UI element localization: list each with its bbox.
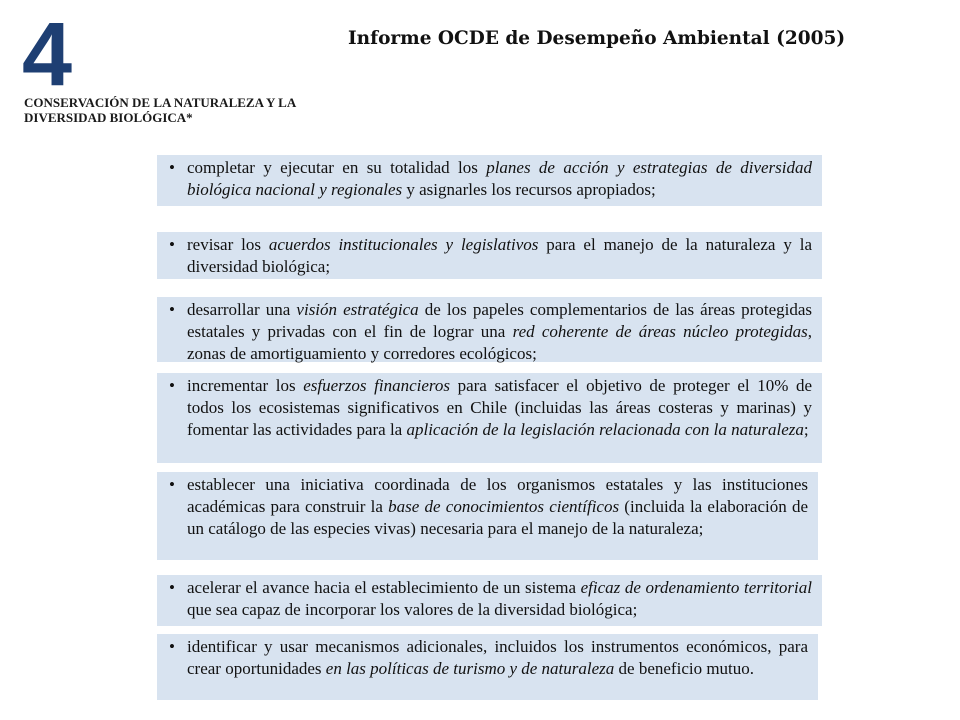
bullet-icon: • xyxy=(169,235,175,254)
text-segment: ; xyxy=(803,420,809,439)
chapter-number: 4 xyxy=(22,5,71,105)
text-segment: incrementar los xyxy=(187,376,304,395)
recommendation-box-4 xyxy=(157,373,822,463)
bullet-icon: • xyxy=(169,578,175,597)
recommendation-box-2 xyxy=(157,232,822,279)
report-title: Informe OCDE de Desempeño Ambiental (2005) xyxy=(348,28,846,49)
text-segment: , zonas de amortiguamiento y corredores ecológicos; xyxy=(187,322,812,363)
text-segment: y asignarles los recursos apropiados; xyxy=(402,180,656,199)
text-segment: para satisfacer el objetivo de proteger el 10% de todos los ecosistemas significativos en Chile (incluidas las áreas costeras y marinas) y fomentar las actividades para la xyxy=(187,376,813,439)
recommendation-text xyxy=(187,475,808,538)
recommendation-text xyxy=(187,158,812,199)
emphasis-text: planes de acción y estrategias de diversidad biológica nacional y regionales xyxy=(187,158,812,199)
recommendation-text xyxy=(187,300,812,363)
text-segment: que sea capaz de incorporar los valores de la diversidad biológica; xyxy=(187,600,638,619)
recommendation-box-3 xyxy=(157,297,822,362)
bullet-icon: • xyxy=(169,637,175,656)
emphasis-text: red coherente de áreas núcleo protegidas xyxy=(512,322,808,341)
recommendation-text xyxy=(187,578,812,619)
emphasis-text: en las políticas de turismo y de naturaleza xyxy=(325,659,615,678)
text-segment: para el manejo de la naturaleza y la diversidad biológica; xyxy=(187,235,812,276)
text-segment: identificar y usar mecanismos adicionales, incluidos los instrumentos económicos, para crear oportunidades xyxy=(187,637,808,678)
chapter-title: CONSERVACIÓN DE LA NATURALEZA Y LA DIVERSIDAD BIOLÓGICA* xyxy=(24,95,296,125)
emphasis-text: visión estratégica xyxy=(296,300,419,319)
recommendation-text xyxy=(187,637,808,678)
recommendation-box-5 xyxy=(157,472,818,560)
emphasis-text: esfuerzos financieros xyxy=(303,376,450,395)
recommendation-box-6 xyxy=(157,575,822,626)
emphasis-text: aplicación de la legislación relacionada con la naturaleza xyxy=(406,420,804,439)
recommendation-item-2 xyxy=(169,234,812,278)
recommendation-item-3 xyxy=(169,299,812,365)
text-segment: completar y ejecutar en su totalidad los xyxy=(187,158,487,177)
text-segment: establecer una iniciativa coordinada de los organismos estatales y las instituciones académicas para construir la xyxy=(187,475,808,516)
recommendation-text xyxy=(187,235,812,276)
text-segment: acelerar el avance hacia el establecimiento de un sistema xyxy=(187,578,581,597)
text-segment: revisar los xyxy=(187,235,269,254)
text-segment: de beneficio mutuo. xyxy=(614,659,755,678)
text-segment: desarrollar una xyxy=(187,300,297,319)
emphasis-text: base de conocimientos científicos xyxy=(388,497,620,516)
recommendation-item-4 xyxy=(169,375,812,441)
bullet-icon: • xyxy=(169,158,175,177)
recommendation-item-5 xyxy=(169,474,808,540)
recommendation-box-1 xyxy=(157,155,822,206)
recommendation-item-7 xyxy=(169,636,808,680)
text-segment: de los papeles complementarios de las áreas protegidas estatales y privadas con el fin de lograr una xyxy=(187,300,813,341)
bullet-icon: • xyxy=(169,376,175,395)
emphasis-text: acuerdos institucionales y legislativos xyxy=(268,235,539,254)
recommendation-item-6 xyxy=(169,577,812,621)
recommendation-text xyxy=(187,376,812,439)
text-segment: (incluida la elaboración de un catálogo de las especies vivas) necesaria para el manejo de la naturaleza; xyxy=(187,497,808,538)
bullet-icon: • xyxy=(169,475,175,494)
recommendation-box-7 xyxy=(157,634,818,700)
emphasis-text: eficaz de ordenamiento territorial xyxy=(580,578,812,597)
bullet-icon: • xyxy=(169,300,175,319)
recommendation-item-1 xyxy=(169,157,812,201)
